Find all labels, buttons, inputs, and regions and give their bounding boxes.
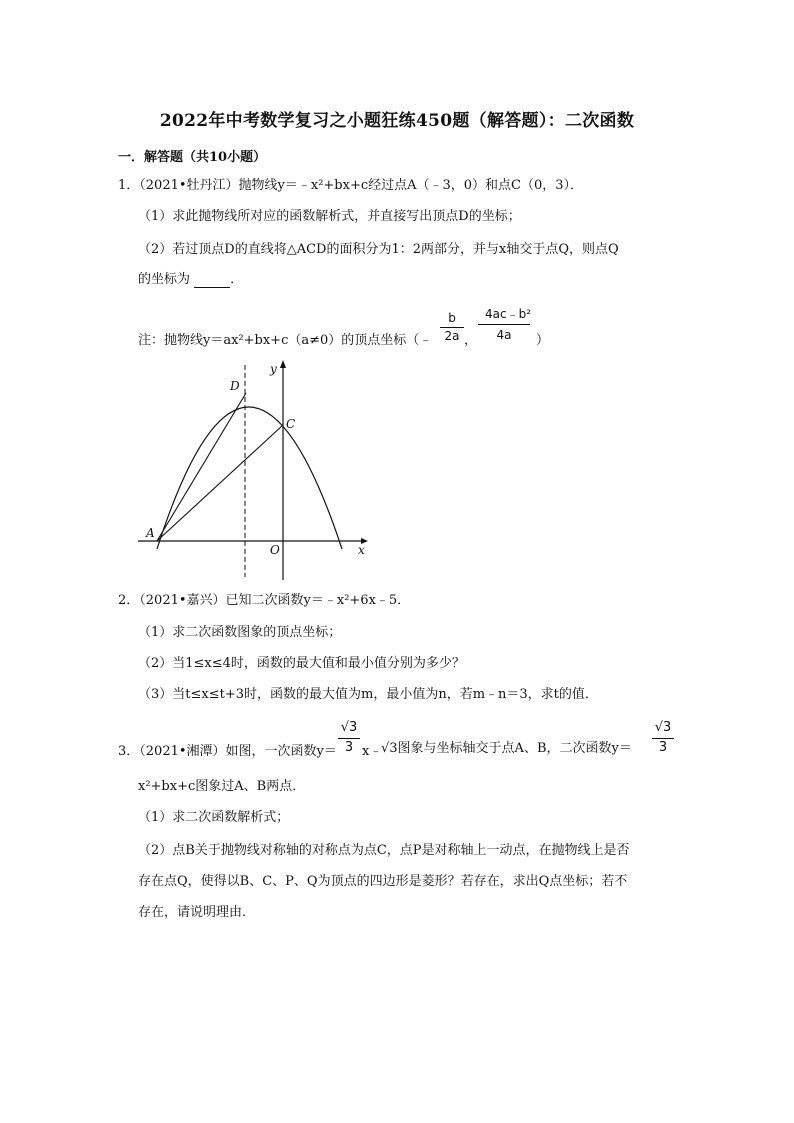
q1-answer-label: 的坐标为 [138,272,191,287]
section-heading: 一．解答题（共10小题） [118,150,267,165]
q3-frac-bar [338,738,360,739]
label-x: x [358,543,365,557]
q3-stem-c: √3图象与坐标轴交于点A、B，二次函数y＝ [381,741,632,756]
y-axis-arrow [280,360,286,368]
frac1-numerator: b [448,311,456,325]
q3-stem-cont: x²+bx+c图象过A、B两点． [138,779,306,794]
q3-part2-cont: 存在点Q，使得以B、C、P、Q为顶点的四边形是菱形？若存在，求出Q点坐标；若不 [138,874,628,889]
q2-stem: 2．（2021•嘉兴）已知二次函数y＝﹣x²+6x﹣5． [118,593,411,608]
label-C: C [286,417,296,431]
q3-frac-den-2: 3 [658,740,668,755]
frac2-denominator: 4a [496,328,512,342]
label-D: D [230,379,240,393]
label-y: y [270,362,277,376]
q1-part2: （2）若过顶点D的直线将△ACD的面积分为1：2两部分，并与x轴交于点Q，则点Q [138,242,619,257]
line-AD [157,393,246,541]
q3-stem-a: 3．（2021•湘潭）如图，一次函数y＝ [118,744,337,759]
q3-sqrt3-num: √3 [340,720,358,735]
frac1-denominator: 2a [444,329,460,343]
q2-part3: （3）当t≤x≤t+3时，函数的最大值为m，最小值为n，若m﹣n＝3，求t的值． [138,687,598,702]
line-AC [157,425,283,541]
frac1-bar [440,327,464,328]
q3-part2: （2）点B关于抛物线对称轴的对称点为点C，点P是对称轴上一动点，在抛物线上是否 [138,843,630,858]
q1-part2-cont [138,272,243,288]
q3-frac-bar-2 [652,738,674,739]
q3-frac-den: 3 [344,740,354,755]
q3-part1: （1）求二次函数解析式； [138,810,290,825]
q3-part2-end: 存在，请说明理由． [138,905,256,920]
q1-note-close: ） [536,333,550,348]
q3-stem-b: x﹣ [362,744,383,759]
q1-note: 注：抛物线y＝ax²+bx+c（a≠0）的顶点坐标（﹣ [138,333,433,348]
page-title: 2022年中考数学复习之小题狂练450题（解答题）：二次函数 [159,111,635,131]
q2-part2: （2）当1≤x≤4时，函数的最大值和最小值分别为多少？ [138,656,465,671]
answer-blank [194,275,230,288]
q1-stem: 1．（2021•牡丹江）抛物线y＝﹣x²+bx+c经过点A（﹣3，0）和点C（0，3）． [118,178,584,193]
label-O: O [270,543,280,557]
parabola-figure [130,355,375,585]
q2-part1: （1）求二次函数图象的顶点坐标； [138,625,342,640]
q1-period: ． [230,272,244,287]
frac2-numerator: 4ac﹣b² [484,307,531,321]
q3-sqrt3-num-2: √3 [654,720,672,735]
q1-note-comma: ， [464,333,478,348]
q1-part1: （1）求此抛物线所对应的函数解析式，并直接写出顶点D的坐标； [138,209,521,224]
frac2-bar [478,324,530,325]
parabola-curve [157,407,342,549]
label-A: A [146,526,155,540]
